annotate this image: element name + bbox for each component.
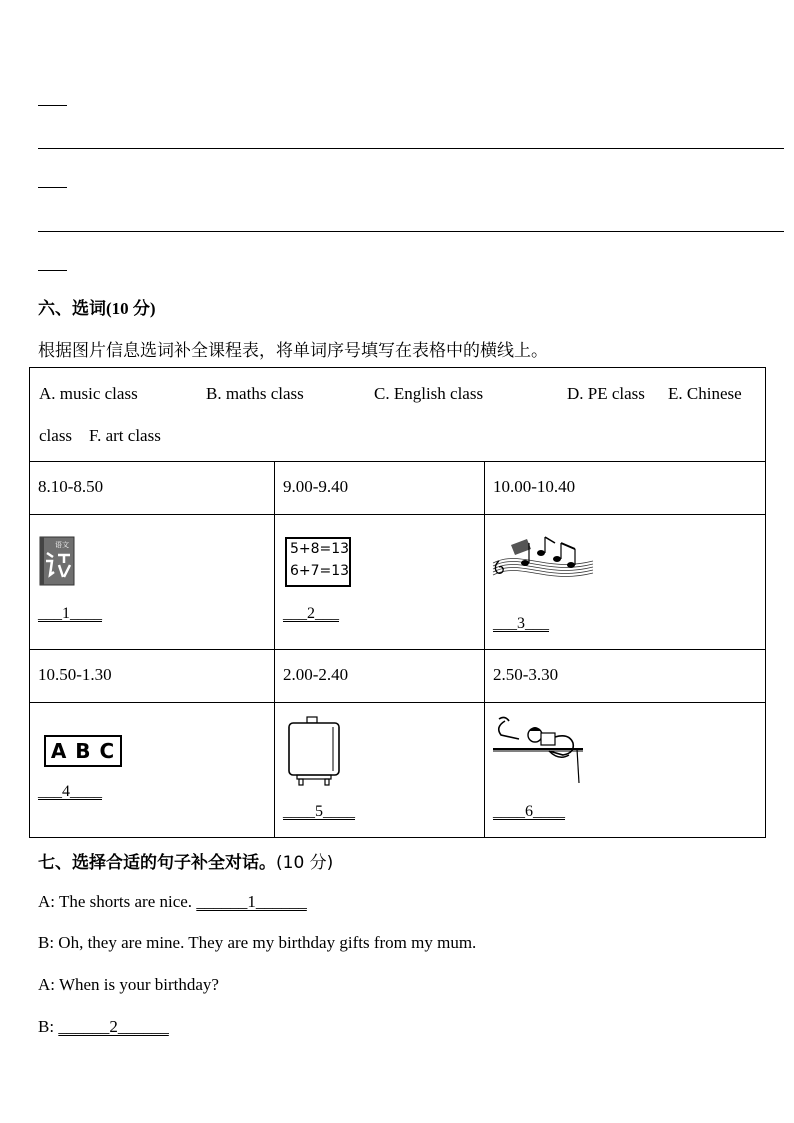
time-cell-1 (30, 462, 275, 515)
math-board-icon (285, 537, 351, 587)
dialog-line-3-text: A: When is your birthday? (38, 975, 219, 994)
blank-5[interactable]: ____5____ (283, 803, 355, 820)
picture-cell-6 (485, 703, 766, 838)
blank-1[interactable]: ___1____ (38, 605, 102, 622)
option-a: A. music class (39, 384, 138, 403)
option-f: F. art class (89, 426, 161, 445)
option-e-continued: class (39, 426, 73, 445)
option-c: C. English class (374, 384, 484, 403)
picture-cell-2 (275, 515, 485, 650)
dialog-line-2 (38, 933, 476, 953)
time-cell-5 (275, 650, 485, 703)
dialog-line-1-text: A: The shorts are nice. (38, 892, 197, 911)
high-jump-icon (491, 713, 585, 785)
blank-2[interactable]: ___2___ (283, 605, 339, 622)
answer-line-short-1 (38, 105, 67, 106)
section-seven-points: (10 分) (276, 853, 334, 873)
picture-cell-5 (275, 703, 485, 838)
dialog-line-4 (38, 1017, 169, 1037)
answer-line-long-1 (38, 148, 784, 149)
math-line-1: 5+8=13 (290, 541, 350, 557)
answer-line-short-3 (38, 270, 67, 271)
schedule-table (29, 367, 766, 838)
time-label-1: 8.10-8.50 (38, 477, 104, 496)
option-b: B. maths class (206, 384, 304, 403)
section-six-title-text: 六、选词 (38, 299, 106, 319)
chinese-book-icon (38, 535, 78, 589)
book-cover-text: 语文 (55, 541, 69, 549)
dialog-line-1 (38, 892, 307, 912)
dialog-line-4-text: B: (38, 1017, 59, 1036)
word-bank (30, 368, 766, 462)
option-e: E. Chinese (668, 384, 742, 403)
option-d: D. PE class (567, 384, 645, 403)
abc-board-icon: A B C (44, 735, 122, 767)
dialog-line-2-text: B: Oh, they are mine. They are my birthday gifts from my mum. (38, 933, 477, 952)
section-six-instruction: 根据图片信息选词补全课程表，将单词序号填写在表格中的横线上。 (38, 341, 548, 361)
dialog-line-3 (38, 975, 219, 995)
dialog-blank-2[interactable]: ______2______ (58, 1017, 169, 1036)
blank-4[interactable]: ___4____ (38, 783, 102, 800)
blank-3[interactable]: ___3___ (493, 615, 549, 632)
time-label-6: 2.50-3.30 (493, 665, 559, 684)
math-line-2: 6+7=13 (290, 563, 350, 579)
blank-6[interactable]: ____6____ (493, 803, 565, 820)
time-label-3: 10.00-10.40 (493, 477, 576, 496)
section-six-points: (10 分) (106, 299, 156, 318)
answer-line-long-2 (38, 231, 784, 232)
music-notes-icon (491, 533, 595, 585)
time-cell-2 (275, 462, 485, 515)
easel-board-icon (285, 715, 347, 787)
picture-cell-1 (30, 515, 275, 650)
answer-line-short-2 (38, 187, 67, 188)
time-cell-4 (30, 650, 275, 703)
section-seven-title-text: 七、选择合适的句子补全对话。 (38, 853, 276, 873)
picture-cell-3 (485, 515, 766, 650)
section-six-title (38, 294, 156, 319)
picture-cell-4 (30, 703, 275, 838)
time-label-5: 2.00-2.40 (283, 665, 349, 684)
time-cell-6 (485, 650, 766, 703)
section-seven-title (38, 848, 333, 873)
time-label-4: 10.50-1.30 (38, 665, 112, 684)
dialog-blank-1[interactable]: ______1______ (196, 892, 307, 911)
time-cell-3 (485, 462, 766, 515)
time-label-2: 9.00-9.40 (283, 477, 349, 496)
